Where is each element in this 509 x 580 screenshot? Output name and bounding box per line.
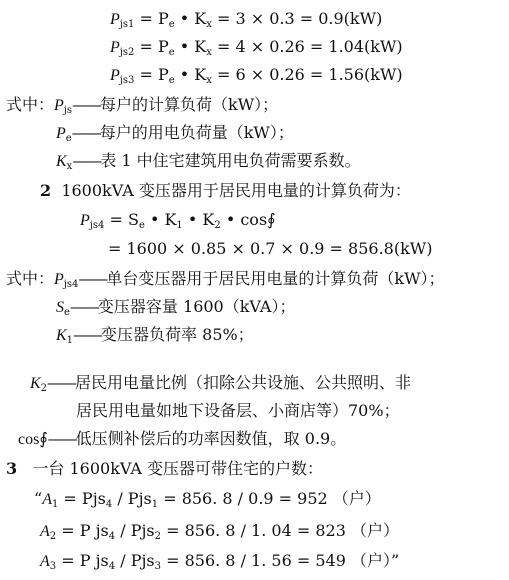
formula-pjs3: $P_{js3} = P_e$ • $K_x = 6 \times 0.26 = 1.56(kW)$ bbox=[110, 65, 403, 86]
def-pjs: 式中：$P_{js}——$每户的计算负荷（kW）； bbox=[6, 95, 279, 116]
def-k1: $K_1——$变压器负荷率 85%； bbox=[56, 325, 254, 346]
result-a2: $A_2 = P$ $js_4 / Pjs_2 = 856$. 8 / 1. 04 = 823 （户） bbox=[40, 521, 399, 542]
result-a3: $A_3 = P$ $js_4 / Pjs_3 = 856$. 8 / 1. 56 = 549 （户）” bbox=[40, 551, 400, 572]
def-k2: $K_2——$居民用电量比例（扣除公共设施、公共照明、非 bbox=[30, 373, 412, 394]
result-a1: “$A_1 = Pjs_4 / Pjs_1 = 856$. 8 / 0.9 = 952 （户） bbox=[34, 489, 381, 510]
def-pe: $P_e——$每户的用电负荷量（kW）； bbox=[56, 123, 294, 144]
formula-pjs4-line2: = 1600 × 0.85 × 0.7 × 0.9 = 856.8(kW) bbox=[108, 239, 433, 258]
def-pjs4: 式中：$P_{js4}——$单台变压器用于居民用电量的计算负荷（kW）； bbox=[6, 269, 445, 290]
def-k2-continued: 居民用电量如地下设备层、小商店等）70%； bbox=[76, 401, 400, 420]
formula-pjs1: $P_{js1} = P_e$ • $K_x = 3 \times 0.3 = 0.9(kW)$ bbox=[110, 9, 383, 30]
section-3-heading: 3 一台 1600kVA 变压器可带住宅的户数： bbox=[6, 459, 324, 478]
def-kx: $K_x——$表 1 中住宅建筑用电负荷需要系数。 bbox=[56, 151, 361, 172]
def-cos: cos∮——低压侧补偿后的功率因数值，取 0.9。 bbox=[18, 429, 347, 448]
formula-pjs2: $P_{js2} = P_e$ • $K_x = 4 \times 0.26 = 1.04(kW)$ bbox=[110, 37, 403, 58]
formula-pjs4-line1: $P_{js4} = S_e$ • $K_1$ • $K_2$ • cos∮ bbox=[80, 210, 276, 231]
section-2-heading: 2 1600kVA 变压器用于居民用电量的计算负荷为： bbox=[40, 181, 411, 200]
def-se: $S_e——$变压器容量 1600（kVA）； bbox=[56, 297, 296, 318]
